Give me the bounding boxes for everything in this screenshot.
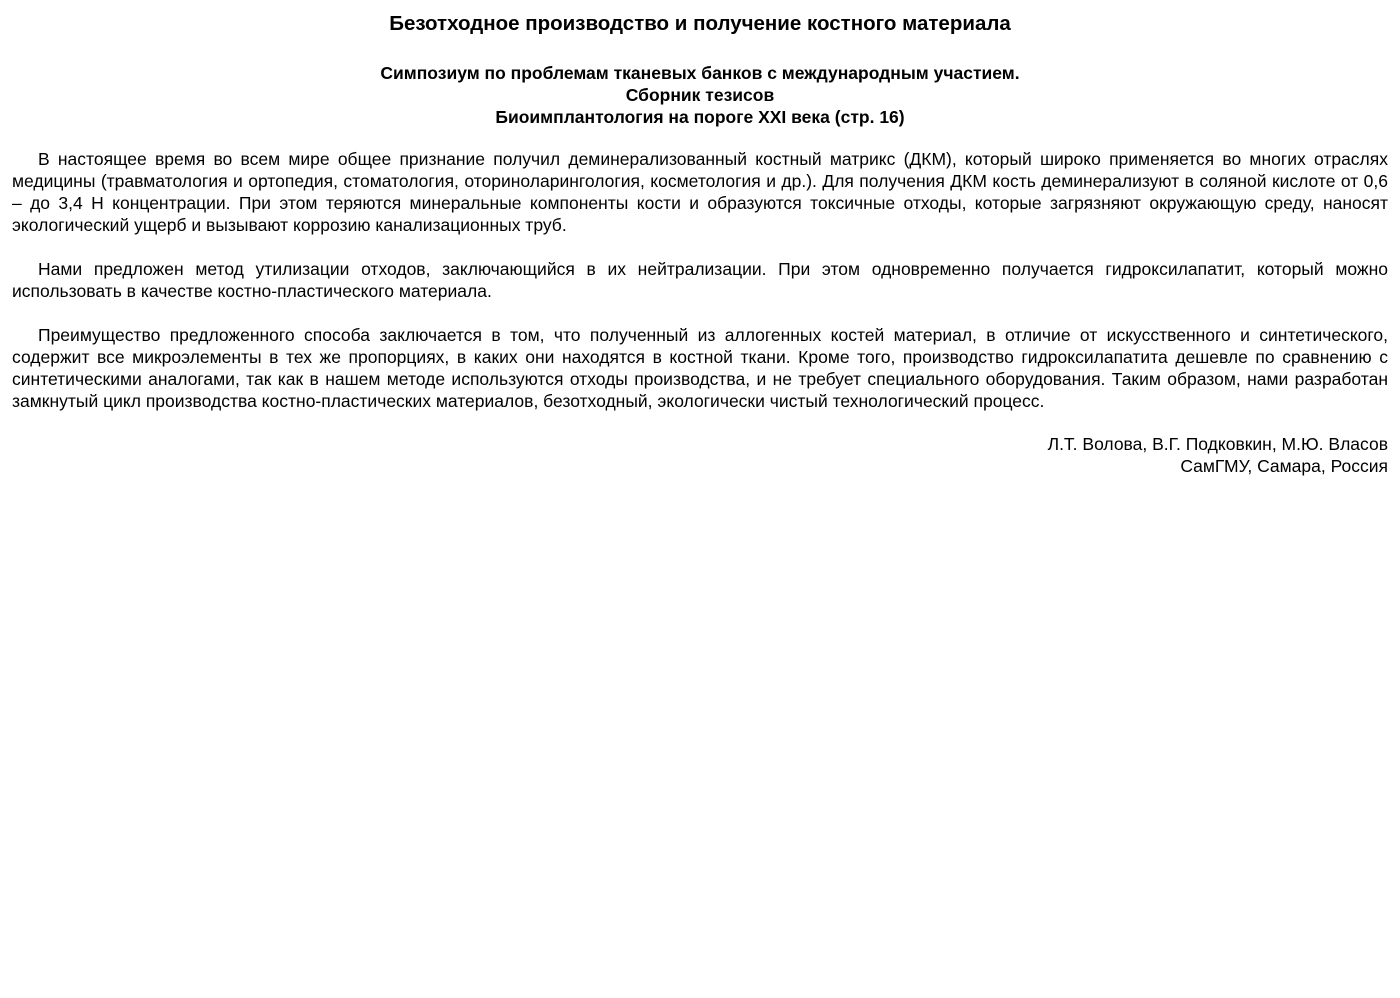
subtitle-line-collection: Сборник тезисов: [625, 85, 775, 105]
subtitle-line-symposium: Симпозиум по проблемам тканевых банков с международным участием.: [380, 63, 1020, 83]
document-title: Безотходное производство и получение костного материала: [389, 12, 1011, 35]
paragraph-advantages: Преимущество предложенного способа заключается в том, что полученный из аллогенных костей материал, в отличие от искусственного и синтетического, содержит все микроэлементы в тех же пропорциях, в каких они находятся в костной ткани. Кроме того, производство гидроксилапатита дешевле по сравнению с синтетическими аналогами, так как в нашем методе используются отходы производства, и не требует специального оборудования. Таким образом, нами разработан замкнутый цикл производства костно-пластических материалов, безотходный, экологически чистый технологический процесс.: [12, 325, 1388, 411]
subtitle-line-bioimplantology: Биоимплантология на пороге XXI века (стр. 16): [495, 107, 905, 127]
document-body: [12, 148, 1388, 412]
paragraph-method-proposal: Нами предложен метод утилизации отходов, заключающийся в их нейтрализации. При этом одновременно получается гидроксилапатит, который можно использовать в качестве костно-пластического материала.: [12, 259, 1388, 301]
affiliation-line: СамГМУ, Самара, Россия: [1180, 456, 1388, 476]
paragraph-dkm-intro: В настоящее время во всем мире общее признание получил деминерализованный костный матрикс (ДКМ), который широко применяется во многих отраслях медицины (травматология и ортопедия, стоматология, оториноларингология, косметология и др.). Для получения ДКМ кость деминерализуют в соляной кислоте от 0,6 – до 3,4 Н концентрации. При этом теряются минеральные компоненты кости и образуются токсичные отходы, которые загрязняют окружающую среду, наносят экологический ущерб и вызывают коррозию канализационных труб.: [12, 149, 1388, 235]
document-subtitle-block: [12, 62, 1388, 128]
signature-block: [12, 433, 1388, 477]
authors-line: Л.Т. Волова, В.Г. Подковкин, М.Ю. Власов: [1047, 434, 1388, 454]
